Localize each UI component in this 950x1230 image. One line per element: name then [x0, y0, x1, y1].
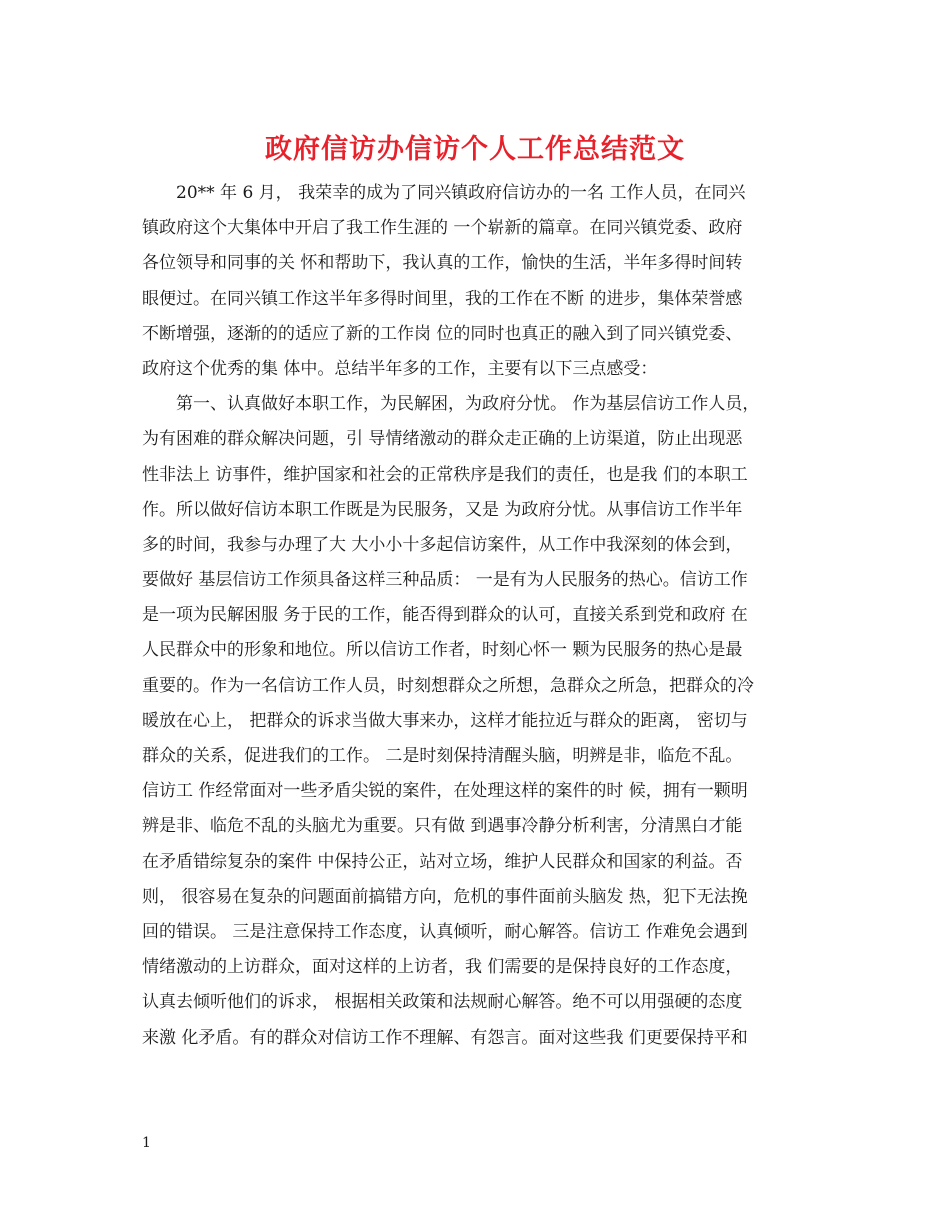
- body-line: 在矛盾错综复杂的案件 中保持公正，站对立场，维护人民群众和国家的利益。否: [142, 851, 743, 872]
- body-line: 多的时间，我参与办理了大 大小小十多起信访案件，从工作中我深刻的体会到，: [142, 534, 743, 555]
- body-line: 各位领导和同事的关 怀和帮助下，我认真的工作，愉快的生活，半年多得时间转: [142, 253, 743, 274]
- body-line: 要做好 基层信访工作须具备这样三种品质： 一是有为人民服务的热心。信访工作: [142, 570, 748, 591]
- body-line: 眼便过。在同兴镇工作这半年多得时间里，我的工作在不断 的进步，集体荣誉感: [142, 288, 743, 309]
- body-line: 则， 很容易在复杂的问题面前搞错方向，危机的事件面前头脑发 热，犯下无法挽: [142, 886, 748, 907]
- body-line: 不断增强，逐渐的的适应了新的工作岗 位的同时也真正的融入到了同兴镇党委、: [142, 323, 743, 344]
- body-line: 20** 年 6 月， 我荣幸的成为了同兴镇政府信访办的一名 工作人员，在同兴: [176, 183, 746, 203]
- body-line: 信访工 作经常面对一些矛盾尖锐的案件，在处理这样的案件的时 候，拥有一颗明: [142, 781, 748, 802]
- body-line: 是一项为民解困服 务于民的工作，能否得到群众的认可，直接关系到党和政府 在: [142, 605, 748, 626]
- body-line: 群众的关系，促进我们的工作。 二是时刻保持清醒头脑，明辨是非，临危不乱。: [142, 746, 743, 766]
- body-line: 辨是非、临危不乱的头脑尤为重要。只有做 到遇事冷静分析利害，分清黑白才能: [142, 816, 743, 837]
- body-line: 政府这个优秀的集 体中。总结半年多的工作，主要有以下三点感受：: [142, 358, 658, 379]
- body-line: 第一、认真做好本职工作，为民解困，为政府分忧。 作为基层信访工作人员，: [176, 394, 760, 415]
- body-line: 暖放在心上， 把群众的诉求当做大事来办，这样才能拉近与群众的距离， 密切与: [142, 710, 748, 731]
- body-line: 人民群众中的形象和地位。所以信访工作者，时刻心怀一 颗为民服务的热心是最: [142, 640, 743, 661]
- body-line: 镇政府这个大集体中开启了我工作生涯的 一个崭新的篇章。在同兴镇党委、政府: [142, 218, 743, 239]
- page-number: 1: [142, 1135, 151, 1151]
- body-line: 认真去倾听他们的诉求， 根据相关政策和法规耐心解答。绝不可以用强硬的态度: [142, 992, 743, 1013]
- body-line: 重要的。作为一名信访工作人员，时刻想群众之所想，急群众之所急，把群众的冷: [142, 675, 754, 696]
- body-line: 来激 化矛盾。有的群众对信访工作不理解、有怨言。面对这些我 们更要保持平和: [142, 1027, 748, 1048]
- document-body: [142, 176, 832, 1056]
- body-line: 作。所以做好信访本职工作既是为民服务，又是 为政府分忧。从事信访工作半年: [142, 499, 743, 520]
- document-title: 政府信访办信访个人工作总结范文: [265, 134, 685, 165]
- body-line: 回的错误。 三是注意保持工作态度，认真倾听，耐心解答。信访工 作难免会遇到: [142, 921, 748, 942]
- body-line: 情绪激动的上访群众，面对这样的上访者，我 们需要的是保持良好的工作态度，: [142, 957, 743, 978]
- body-line: 性非法上 访事件，维护国家和社会的正常秩序是我们的责任，也是我 们的本职工: [142, 464, 748, 485]
- body-line: 为有困难的群众解决问题，引 导情绪激动的群众走正确的上访渠道，防止出现恶: [142, 429, 743, 450]
